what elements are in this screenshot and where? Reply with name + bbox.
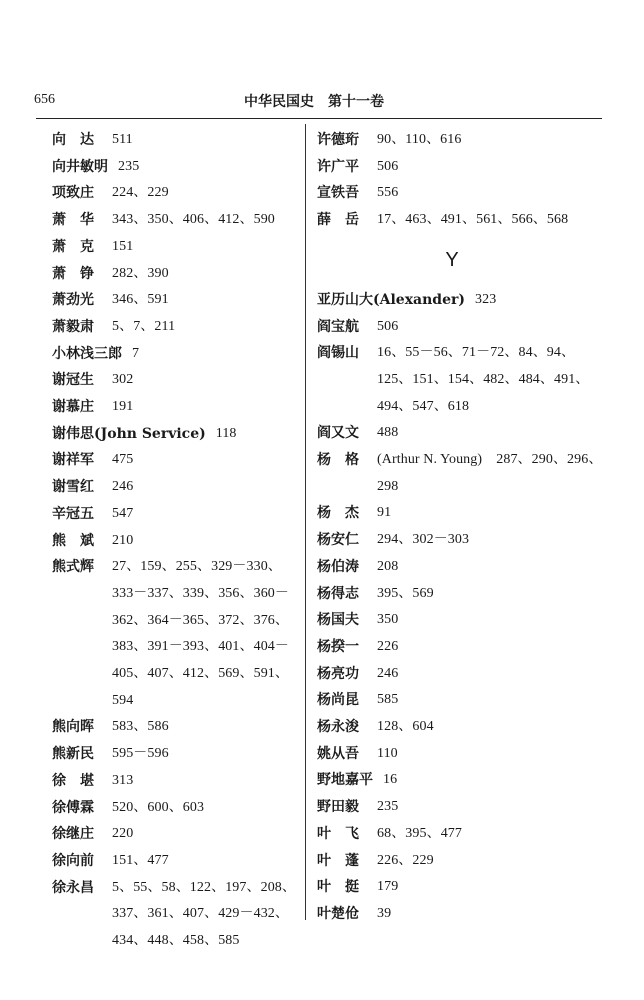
entry-pages: 235 [377,799,399,815]
index-entry [317,901,607,928]
index-entry [317,741,607,768]
entry-name: 谢伟思(John Service) [52,425,206,442]
entry-name: 项致庄 [52,185,94,202]
entry-pages: 151、477 [112,852,169,868]
page-number: 656 [34,92,55,107]
entry-name: 许德珩 [317,132,359,148]
entry-pages: 90、110、616 [377,132,462,147]
index-entry [52,180,302,207]
entry-pages: 235 [118,158,140,174]
index-entry [52,314,302,341]
index-entry [52,287,302,314]
entry-pages: 5、55、58、122、197、208、337、361、407、429－432、434、448、458、585 [112,879,296,949]
page-header [34,92,604,116]
entry-name: 小林浅三郎 [52,345,122,362]
running-title: 中华民国史 第十一卷 [244,94,384,110]
entry-name: 向井敏明 [52,158,108,175]
entry-pages: 282、390 [112,265,169,281]
entry-name: 阎宝航 [317,318,359,335]
index-entry [52,795,302,822]
entry-name: 阎又文 [317,425,359,442]
index-entry [52,367,302,394]
index-entry [52,127,302,154]
entry-name: 徐向前 [52,852,94,869]
entry-pages: 224、229 [112,185,169,201]
entry-pages: 91 [377,505,392,521]
index-column-left [52,127,302,955]
entry-name: 徐傅霖 [52,799,94,816]
entry-name: 辛冠五 [52,505,94,522]
index-entry [52,741,302,768]
entry-name: 阎锡山 [317,345,359,362]
entry-name: 野地嘉平 [317,772,373,789]
entry-name: 杨伯涛 [317,558,359,575]
entry-name: 薛 岳 [317,212,359,229]
entry-name: 熊 斌 [52,532,94,549]
entry-pages: 302 [112,372,134,388]
entry-pages: 506 [377,158,399,174]
entry-name: 宣铁吾 [317,185,359,202]
entry-pages: 5、7、211 [112,318,176,334]
index-entry [317,607,607,634]
entry-pages: 583、586 [112,719,169,735]
entry-name: 向 达 [52,132,94,148]
entry-name: 徐永昌 [52,879,94,896]
entry-name: 谢冠生 [52,372,94,389]
entry-name: 杨永浚 [317,719,359,736]
entry-pages: 179 [377,879,399,895]
index-entry [317,180,607,207]
entry-pages: 547 [112,505,134,521]
entry-pages: 16 [383,772,398,788]
entry-name: 谢慕庄 [52,399,94,416]
entry-pages: 323 [475,291,497,307]
entry-pages: 118 [215,425,237,441]
entry-name: 杨尚昆 [317,692,359,709]
entry-pages: 585 [377,692,399,708]
section-letter-heading: Y [445,248,459,271]
index-group-x-continued [317,127,607,234]
entry-name: 熊向晖 [52,719,94,736]
entry-name: 杨 格 [317,452,359,469]
entry-pages: 151 [112,238,134,254]
index-entry [52,528,302,555]
index-entry [317,767,607,794]
index-entry [317,821,607,848]
index-entry [317,340,607,420]
index-entry [52,768,302,795]
entry-name: 萧 华 [52,212,94,229]
entry-pages: 27、159、255、329－330、333－337、339、356、360－362、364－365、372、376、383、391－393、401、404－405、407、412、569、591、594 [112,559,289,708]
index-entry [317,447,607,500]
entry-pages: 346、591 [112,292,169,308]
index-entry [317,687,607,714]
entry-pages: 395、569 [377,585,434,601]
entry-pages: 226 [377,638,399,654]
entry-name: 熊式辉 [52,559,94,576]
entry-pages: 110 [377,745,398,761]
entry-name: 萧 克 [52,238,94,255]
index-column-right [317,127,607,928]
entry-pages: 595－596 [112,746,169,762]
entry-pages: 520、600、603 [112,799,205,815]
entry-pages: 511 [112,132,133,147]
entry-name: 杨国夫 [317,612,359,629]
entry-name: 姚从吾 [317,745,359,762]
index-entry [52,501,302,528]
index-entry [317,527,607,554]
index-entry [52,394,302,421]
entry-pages: 556 [377,185,399,201]
entry-pages: 17、463、491、561、566、568 [377,212,569,228]
entry-name: 亚历山大(Alexander) [317,291,466,308]
index-group-y [317,287,607,928]
index-entry [52,554,302,714]
column-divider [305,124,306,920]
entry-pages: 7 [132,345,140,361]
index-entry [52,261,302,288]
index-entry [317,500,607,527]
index-entry [317,794,607,821]
entry-name: 叶 飞 [317,825,359,842]
entry-name: 叶 蓬 [317,852,359,869]
entry-pages: (Arthur N. Young) 287、290、296、298 [377,452,603,494]
entry-name: 熊新民 [52,746,94,763]
index-entry [317,207,607,234]
index-entry [52,714,302,741]
entry-pages: 350 [377,612,399,628]
entry-name: 徐 堪 [52,772,94,789]
index-entry [317,714,607,741]
entry-name: 许广平 [317,158,359,175]
entry-pages: 16、55－56、71－72、84、94、125、151、154、482、484、491、494、547、618 [377,345,590,414]
entry-pages: 208 [377,558,399,574]
entry-pages: 313 [112,772,134,788]
index-entry [52,474,302,501]
entry-name: 杨安仁 [317,532,359,549]
entry-pages: 210 [112,532,134,548]
index-entry [52,234,302,261]
index-entry [317,581,607,608]
entry-name: 杨揆一 [317,638,359,655]
index-entry [317,420,607,447]
entry-name: 萧 铮 [52,265,94,282]
index-entry [317,127,607,154]
entry-name: 谢雪红 [52,479,94,496]
entry-name: 徐继庄 [52,826,94,843]
entry-pages: 246 [112,479,134,495]
index-entry [52,875,302,955]
entry-name: 叶楚伧 [317,905,359,922]
index-entry [317,314,607,341]
entry-name: 叶 挺 [317,879,359,896]
entry-pages: 488 [377,425,399,441]
index-entry [317,634,607,661]
index-entry [317,874,607,901]
entry-pages: 343、350、406、412、590 [112,212,275,228]
index-entry [317,554,607,581]
index-entry [317,848,607,875]
entry-name: 杨 杰 [317,505,359,522]
entry-name: 萧毅肃 [52,318,94,335]
index-entry [52,821,302,848]
entry-pages: 246 [377,665,399,681]
entry-pages: 68、395、477 [377,825,462,841]
index-entry [52,154,302,181]
index-entry [317,661,607,688]
index-entry [317,154,607,181]
entry-pages: 220 [112,826,134,842]
entry-name: 杨亮功 [317,665,359,682]
entry-name: 野田毅 [317,799,359,816]
entry-name: 萧劲光 [52,292,94,309]
index-entry [52,207,302,234]
entry-pages: 475 [112,452,134,468]
entry-pages: 294、302－303 [377,532,470,548]
entry-pages: 39 [377,905,392,921]
index-entry [52,447,302,474]
entry-name: 谢祥军 [52,452,94,469]
entry-pages: 128、604 [377,719,434,735]
entry-pages: 191 [112,399,134,415]
header-rule [36,118,602,119]
entry-name: 杨得志 [317,585,359,602]
index-entry [52,421,302,448]
entry-pages: 506 [377,318,399,334]
index-entry [52,341,302,368]
index-entry [317,287,607,314]
entry-pages: 226、229 [377,852,434,868]
index-entry [52,848,302,875]
